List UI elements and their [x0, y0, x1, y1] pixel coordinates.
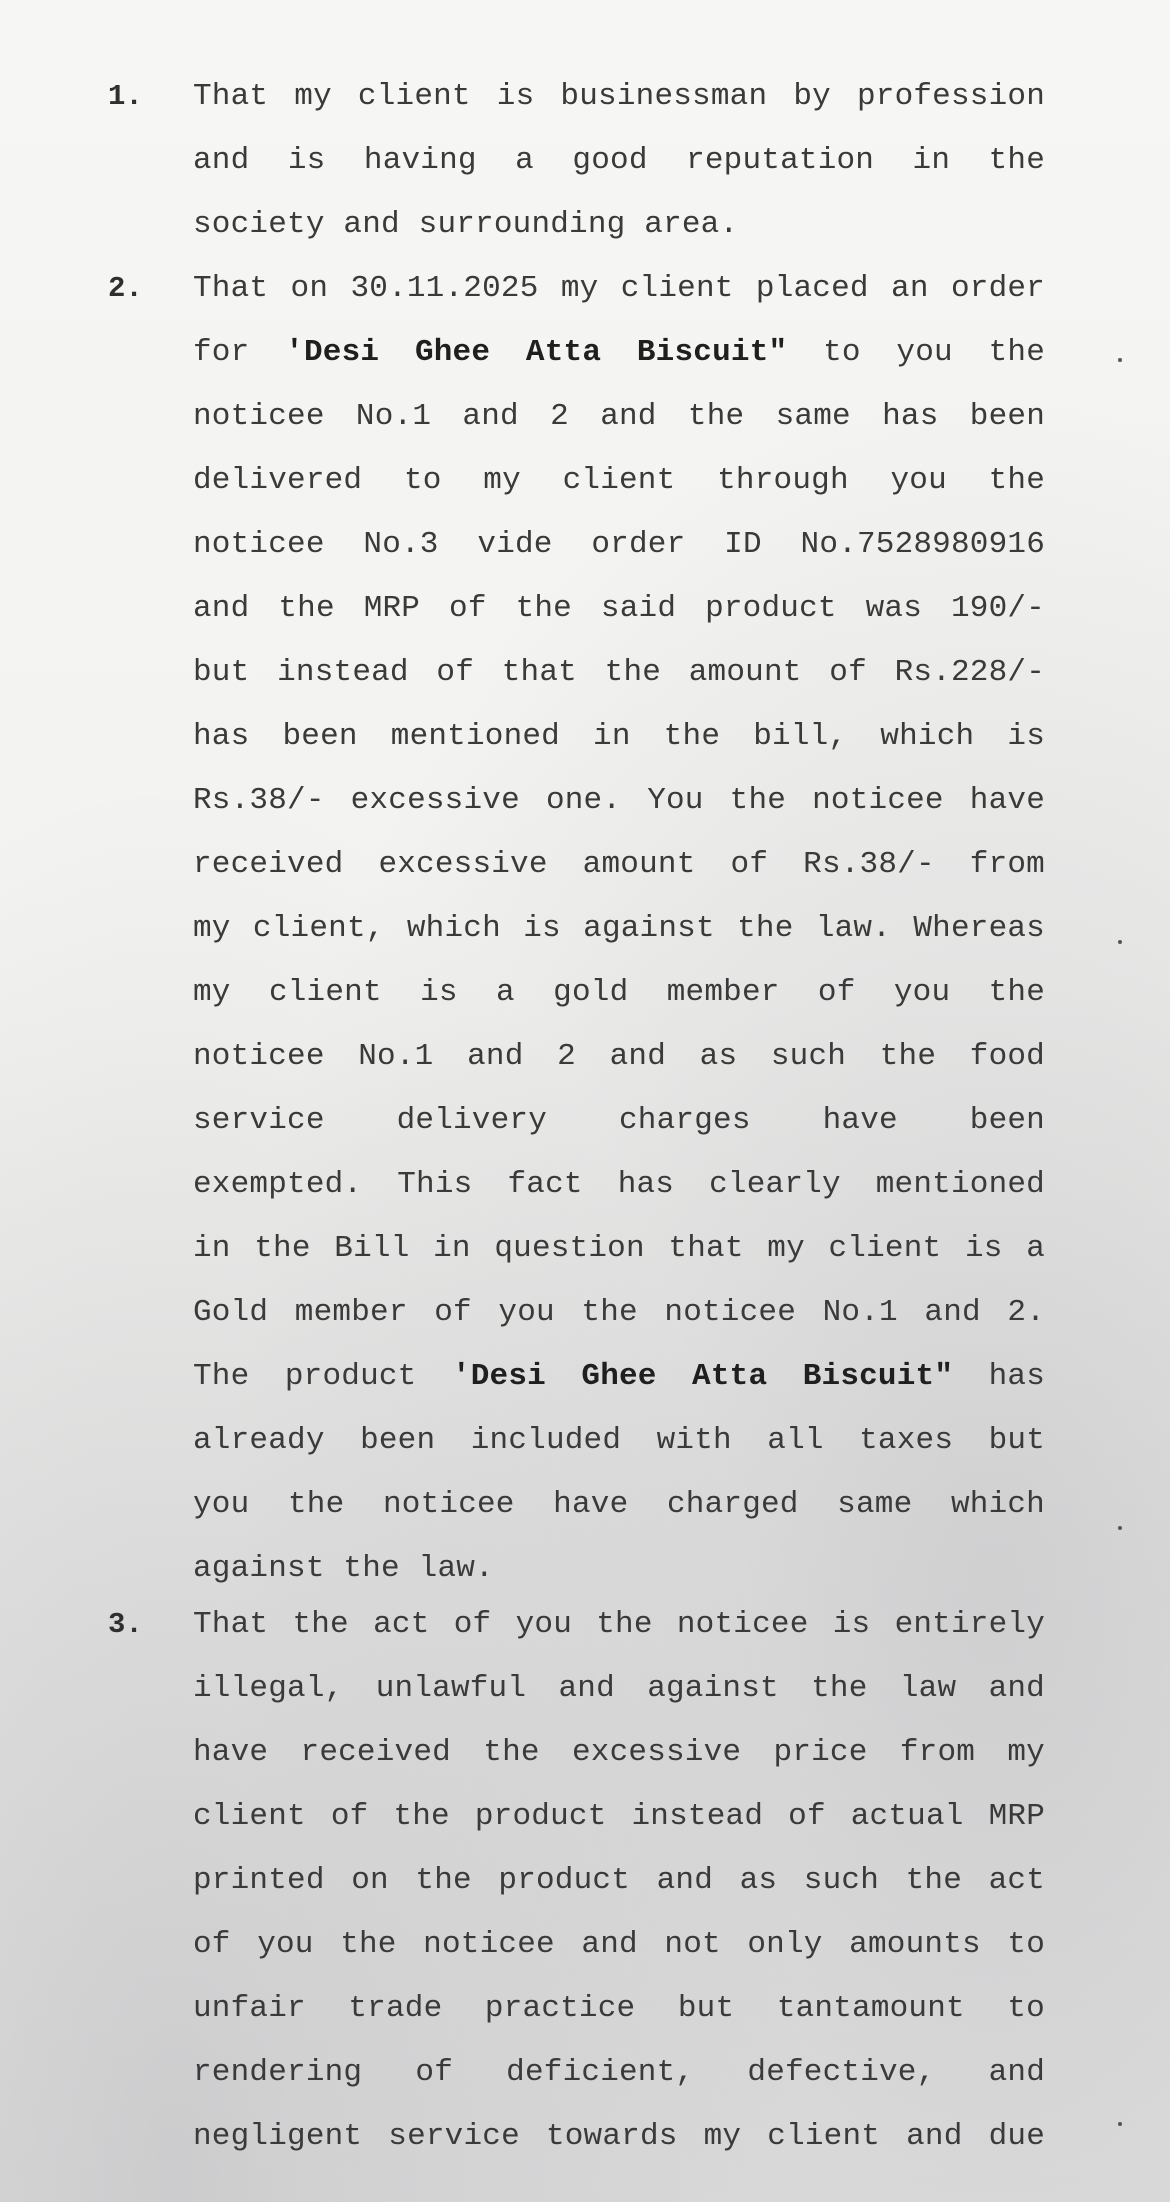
- text-line: has been mentioned in the bill, which is: [193, 719, 1045, 754]
- text-line: [193, 1345, 1045, 1409]
- text-line: client of the product instead of actual MRP: [193, 1799, 1045, 1834]
- text-run: to you the: [787, 335, 1045, 370]
- text-line: That the act of you the noticee is entirely: [193, 1607, 1045, 1642]
- product-name: 'Desi Ghee Atta Biscuit": [285, 335, 788, 370]
- paper-speck: [1118, 1526, 1122, 1530]
- text-line: service delivery charges have been: [193, 1103, 1045, 1138]
- paper-speck: [1118, 2122, 1122, 2126]
- text-line: Rs.38/- excessive one. You the noticee have: [193, 783, 1045, 818]
- text-line: exempted. This fact has clearly mentioned: [193, 1167, 1045, 1202]
- text-line: Gold member of you the noticee No.1 and 2.: [193, 1295, 1045, 1330]
- text-line: in the Bill in question that my client is a: [193, 1231, 1045, 1266]
- text-line: rendering of deficient, defective, and: [193, 2055, 1045, 2090]
- text-line: illegal, unlawful and against the law and: [193, 1671, 1045, 1706]
- text-line: noticee No.3 vide order ID No.7528980916: [193, 527, 1045, 562]
- text-line: received excessive amount of Rs.38/- from: [193, 847, 1045, 882]
- text-line: That my client is businessman by profession: [193, 79, 1045, 114]
- text-run: The product: [193, 1359, 452, 1394]
- text-line: you the noticee have charged same which: [193, 1487, 1045, 1522]
- text-line: society and surrounding area.: [193, 207, 739, 242]
- text-line: against the law.: [193, 1551, 494, 1586]
- text-line: and the MRP of the said product was 190/-: [193, 591, 1045, 626]
- text-line: my client, which is against the law. Whereas: [193, 911, 1045, 946]
- text-line: of you the noticee and not only amounts to: [193, 1927, 1045, 1962]
- text-line: and is having a good reputation in the: [193, 143, 1045, 178]
- text-run: for: [193, 335, 286, 370]
- text-line: unfair trade practice but tantamount to: [193, 1991, 1045, 2026]
- paragraph-number: 1.: [108, 80, 143, 113]
- text-line: That on 30.11.2025 my client placed an order: [193, 271, 1045, 306]
- text-line: already been included with all taxes but: [193, 1423, 1045, 1458]
- text-line: [193, 321, 1045, 385]
- paper-speck: [1118, 940, 1122, 944]
- paragraph-number: 2.: [108, 272, 143, 305]
- text-line: delivered to my client through you the: [193, 463, 1045, 498]
- paragraph-text: [193, 65, 1045, 257]
- product-name: 'Desi Ghee Atta Biscuit": [451, 1359, 954, 1394]
- paragraph-text: [193, 1593, 1045, 2169]
- paragraph-text: [193, 257, 1045, 1601]
- paragraph-number: 3.: [108, 1608, 143, 1641]
- text-line: printed on the product and as such the act: [193, 1863, 1045, 1898]
- paper-speck: [1118, 358, 1122, 362]
- text-line: my client is a gold member of you the: [193, 975, 1045, 1010]
- text-line: have received the excessive price from my: [193, 1735, 1045, 1770]
- text-line: but instead of that the amount of Rs.228/-: [193, 655, 1045, 690]
- text-run: has: [953, 1359, 1045, 1394]
- text-line: negligent service towards my client and due: [193, 2119, 1045, 2154]
- text-line: noticee No.1 and 2 and as such the food: [193, 1039, 1045, 1074]
- text-line: noticee No.1 and 2 and the same has been: [193, 399, 1045, 434]
